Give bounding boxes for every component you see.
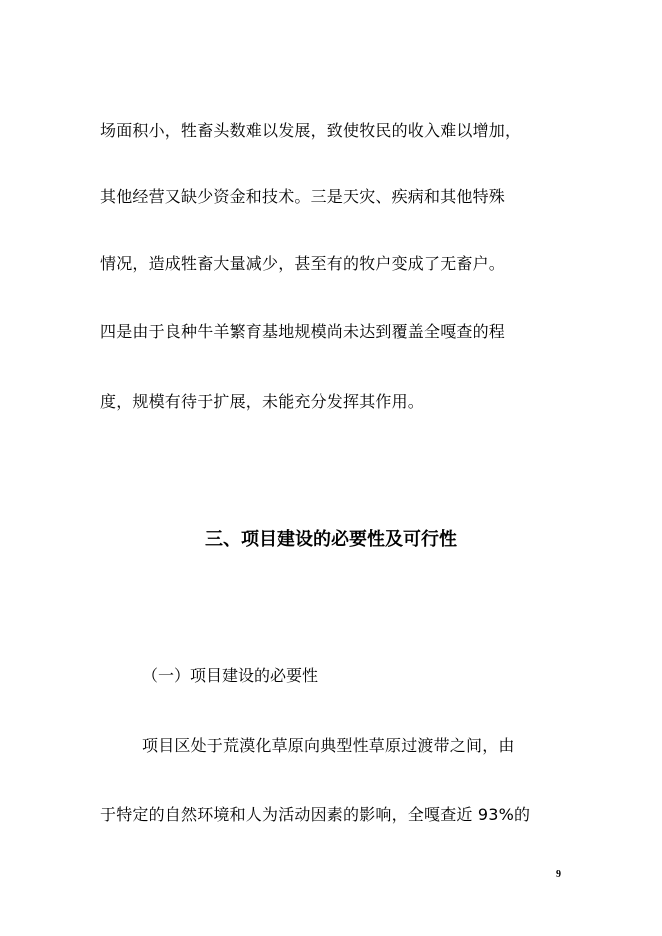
paragraph-line: 项目区处于荒漠化草原向典型性草原过渡带之间，由: [142, 736, 515, 755]
paragraph-line: 于特定的自然环境和人为活动因素的影响，全嘎查近 93%的: [100, 805, 531, 824]
paragraph-line: 度，规模有待于扩展，未能充分发挥其作用。: [100, 392, 425, 411]
section-heading: 三、项目建设的必要性及可行性: [205, 529, 457, 550]
page-number: 9: [556, 869, 561, 880]
paragraph-line: 场面积小，牲畜头数难以发展，致使牧民的收入难以增加，: [100, 121, 522, 140]
paragraph-line: 四是由于良种牛羊繁育基地规模尚未达到覆盖全嘎查的程: [100, 322, 506, 341]
paragraph-line: 其他经营又缺少资金和技术。三是天灾、疾病和其他特殊: [100, 187, 506, 206]
paragraph-line: 情况，造成牲畜大量减少，甚至有的牧户变成了无畜户。: [100, 254, 506, 273]
subsection-heading: （一）项目建设的必要性: [142, 666, 319, 685]
